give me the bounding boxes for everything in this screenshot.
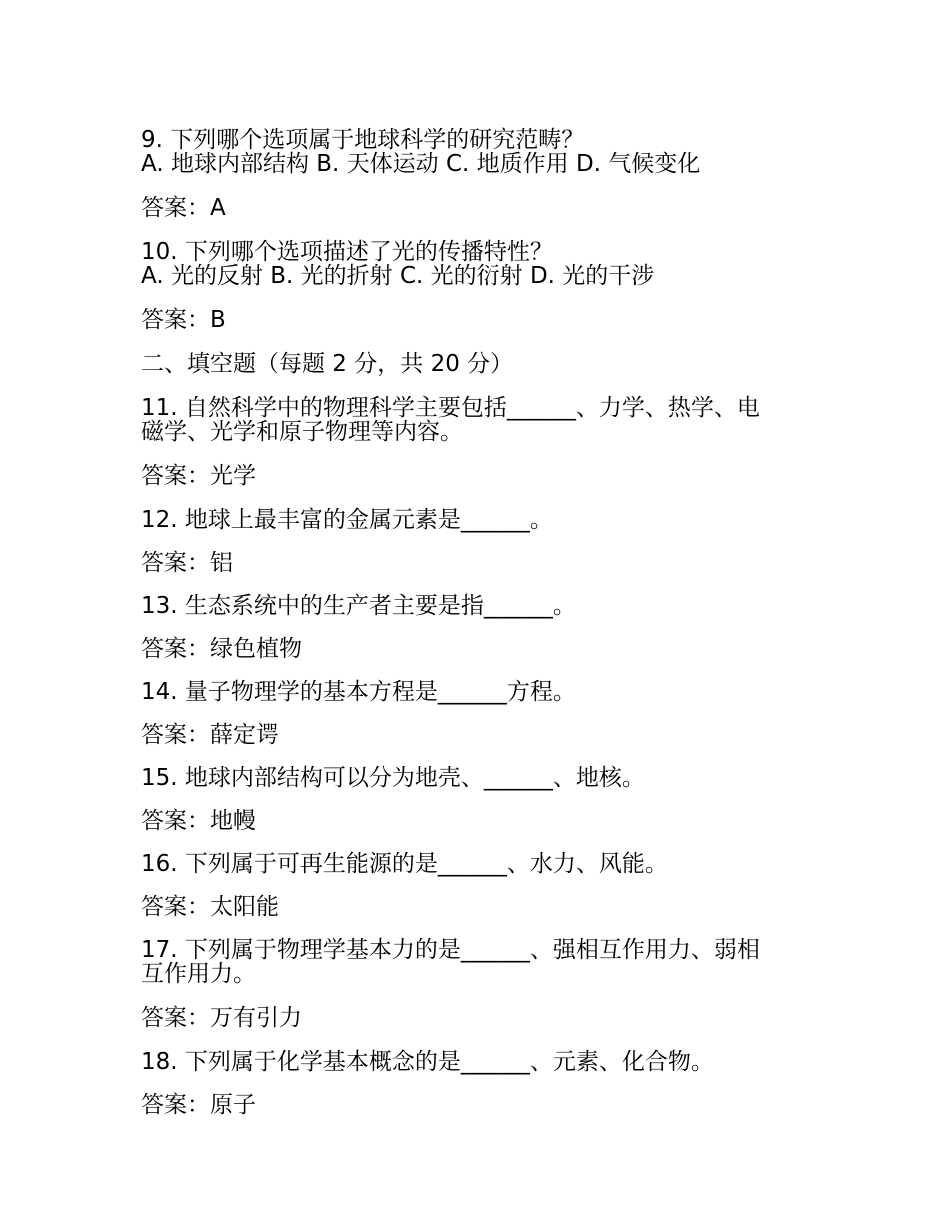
answer-13: 答案：绿色植物 <box>141 636 302 662</box>
question-17-line-2: 互作用力。 <box>141 961 256 987</box>
answer-14: 答案：薛定谔 <box>141 722 279 748</box>
question-10 <box>141 240 821 288</box>
document-page <box>141 128 821 1118</box>
question-16: 16. 下列属于可再生能源的是______、水力、风能。 <box>141 851 668 877</box>
question-18: 18. 下列属于化学基本概念的是______、元素、化合物。 <box>141 1049 714 1075</box>
question-13: 13. 生态系统中的生产者主要是指______。 <box>141 593 576 619</box>
answer-18: 答案：原子 <box>141 1092 256 1118</box>
question-17-line-1: 17. 下列属于物理学基本力的是______、强相互作用力、弱相 <box>141 937 760 963</box>
answer-11: 答案：光学 <box>141 463 256 489</box>
question-10-stem: 10. 下列哪个选项描述了光的传播特性？ <box>141 239 553 265</box>
question-14: 14. 量子物理学的基本方程是______方程。 <box>141 679 576 705</box>
answer-15: 答案：地幔 <box>141 808 256 834</box>
question-15: 15. 地球内部结构可以分为地壳、______、地核。 <box>141 765 645 791</box>
section-heading-fill-in: 二、填空题（每题 2 分，共 20 分） <box>141 351 514 377</box>
question-9-stem: 9. 下列哪个选项属于地球科学的研究范畴？ <box>141 127 585 153</box>
answer-9: 答案：A <box>141 195 226 221</box>
question-17 <box>141 938 821 986</box>
question-11-line-1: 11. 自然科学中的物理科学主要包括______、力学、热学、电 <box>141 395 760 421</box>
question-10-options: A. 光的反射 B. 光的折射 C. 光的衍射 D. 光的干涉 <box>141 263 655 289</box>
question-11-line-2: 磁学、光学和原子物理等内容。 <box>141 419 463 445</box>
answer-10: 答案：B <box>141 307 226 333</box>
answer-17: 答案：万有引力 <box>141 1005 302 1031</box>
answer-16: 答案：太阳能 <box>141 894 279 920</box>
question-9 <box>141 128 821 176</box>
question-12: 12. 地球上最丰富的金属元素是______。 <box>141 507 553 533</box>
answer-12: 答案：铝 <box>141 550 233 576</box>
question-11 <box>141 396 821 444</box>
question-9-options: A. 地球内部结构 B. 天体运动 C. 地质作用 D. 气候变化 <box>141 151 701 177</box>
